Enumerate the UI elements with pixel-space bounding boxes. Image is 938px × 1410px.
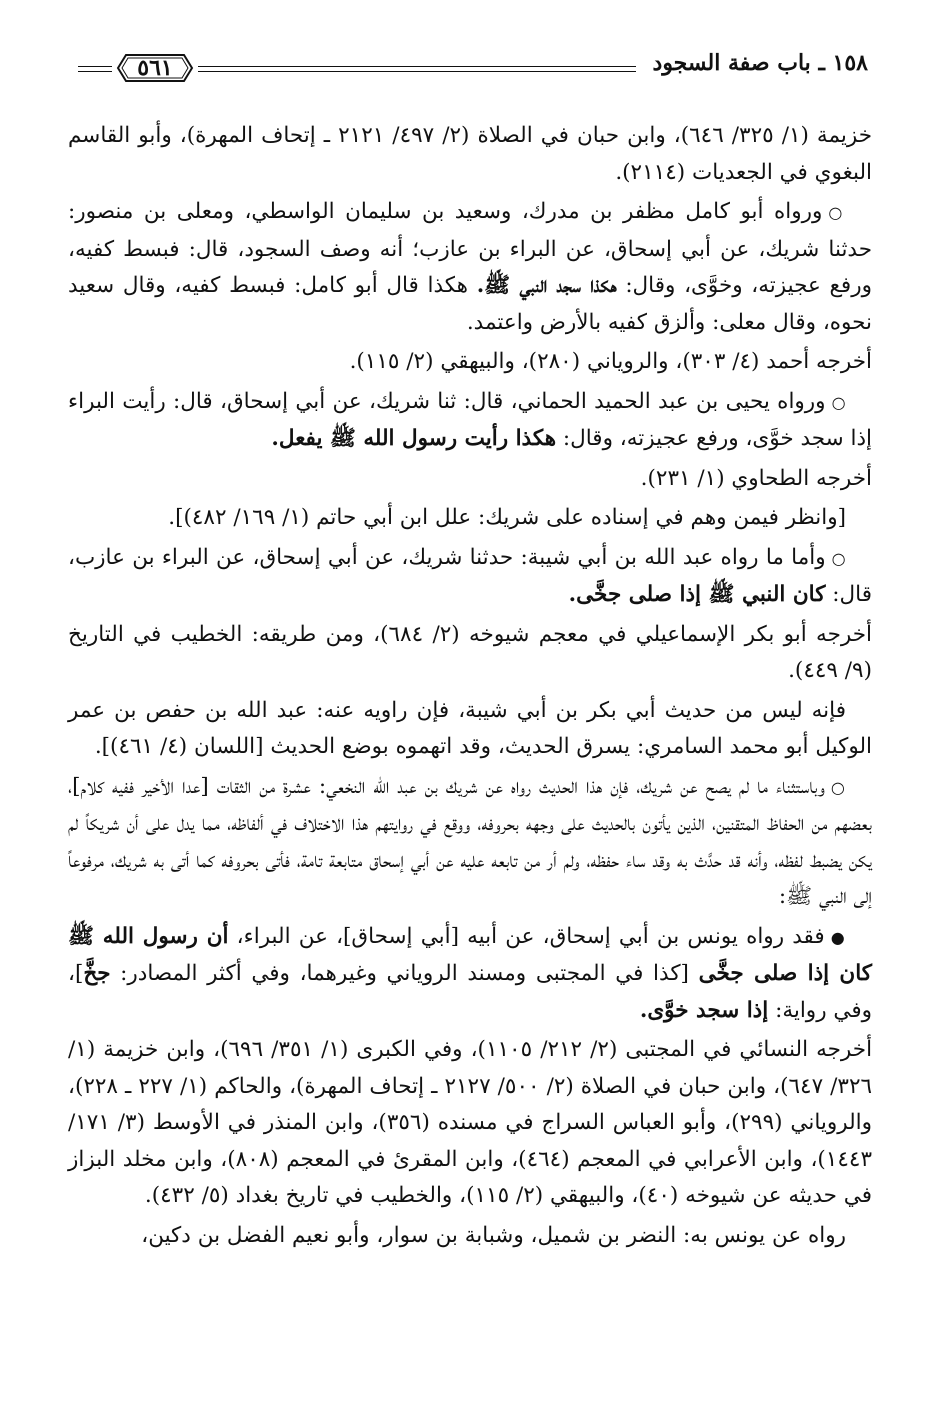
paragraph: أخرجه النسائي في المجتبى (٢/ ٢١٢/ ١١٠٥)، وفي الكبرى (١/ ٣٥١/ ٦٩٦)، وابن خزيمة (١/ ٣٢٦/ ٦٤٧)، وابن حبان في الصلاة (٢/ ٥٠٠/ ٢١٢٧ ـ إتحاف المهرة)، والحاكم (١/ ٢٢٧ ـ ٢٢٨)، والروياني (٢٩٩)، وأبو العباس السراج في مسنده (٣٥٦)، وابن المنذر في الأوسط (٣/ ١٧١/ ١٤٤٣)، وابن الأعرابي في المعجم (٤٦٤)، وابن المقرئ في المعجم (٨٠٨)، وابن مخلد البزاز في حديثه عن شيوخه (٤٠)، والبيهقي (٢/ ١١٥)، والخطيب في تاريخ بغداد (٥/ ٤٣٢). — [68, 1037, 873, 1208]
paragraph-text: وأما ما رواه عبد الله بن أبي شيبة: حدثنا شريك، عن أبي إسحاق، عن البراء بن عازب، قال: — [68, 544, 872, 607]
hadith-text: كان النبي ﷺ إذا صلى جخَّى. — [568, 582, 826, 607]
paragraph — [68, 540, 872, 614]
paragraph: أخرجه أبو بكر الإسماعيلي في معجم شيوخه (٢/ ٦٨٤)، ومن طريقه: الخطيب في التاريخ (٩/ ٤٤٩). — [68, 621, 873, 683]
hadith-text: أن رسول الله ﷺ كان إذا صلى جخَّى — [68, 923, 872, 986]
filled-bullet-icon: ● — [830, 927, 846, 947]
paragraph-text: وباستثناء ما لم يصح عن شريك، فإن هذا الحديث رواه عن شريك بن عبد الله النخعي: عشرة من الثقات [عدا الأخير ففيه كلام]، بعضهم من الحفاظ المتقنين، الذين يأتون بالحديث على وجهه بحروفه، ووقع في روايتهم هذا الاختلاف في ألفاظه، مما يدل على أن شريكاً لم يكن يضبط لفظه، وأنه قد حدَّث به وقد ساء حفظه، ولم أر من تابعه عليه عن أبي إسحاق متابعة تامة، فأتى بحروفه كما أتى به شريك، مرفوعاً إلى النبي ﷺ: — [68, 773, 872, 909]
hadith-text: هكذا سجد النبي ﷺ. — [476, 273, 617, 298]
paragraph — [68, 769, 872, 916]
paragraph-text: ]، وفي رواية: — [68, 961, 872, 1023]
paragraph-text: ورواه يحيى بن عبد الحميد الحماني، قال: ثنا شريك، عن أبي إسحاق، قال: رأيت البراء إذا سجد خوَّى، ورفع عجيزته، وقال: — [68, 388, 872, 451]
paragraph-text: ورواه أبو كامل مظفر بن مدرك، وسعيد بن سليمان الواسطي، ومعلى بن منصور: حدثنا شريك، عن أبي إسحاق، عن البراء بن عازب؛ أنه وصف السجود، قال: فبسط كفيه، ورفع عجيزته، وخوَّى، وقال: — [68, 199, 872, 298]
paragraph: أخرجه أحمد (٤/ ٣٠٣)، والروياني (٢٨٠)، والبيهقي (٢/ ١١٥). — [349, 349, 872, 374]
paragraph — [68, 384, 872, 458]
paragraph — [68, 194, 872, 341]
page-number-frame — [112, 52, 198, 84]
circle-bullet-icon: ○ — [831, 392, 846, 412]
paragraph: أخرجه الطحاوي (١/ ٢٣١). — [640, 465, 872, 491]
paragraph-text: فقد رواه يونس بن أبي إسحاق، عن أبيه [أبي إسحاق]، عن البراء، — [236, 923, 825, 949]
paragraph: [وانظر فيمن وهم في إسناده على شريك: علل ابن أبي حاتم (١/ ١٦٩/ ٤٨٢)]. — [168, 505, 846, 530]
paragraph-text: هكذا قال أبو كامل: فبسط كفيه، وقال سعيد نحوه، وقال معلى: وألزق كفيه بالأرض واعتمد. — [68, 273, 872, 335]
paragraph: خزيمة (١/ ٣٢٥/ ٦٤٦)، وابن حبان في الصلاة (٢/ ٤٩٧/ ٢١٢١ ـ إتحاف المهرة)، وأبو القاسم البغوي في الجعديات (٢١١٤). — [68, 123, 873, 185]
hadith-text: هكذا رأيت رسول الله ﷺ يفعل. — [271, 426, 557, 451]
hadith-text: جخَّ — [83, 961, 111, 986]
paragraph — [68, 919, 872, 1030]
header-rule-left — [78, 66, 112, 72]
circle-bullet-icon: ○ — [831, 548, 846, 568]
header-rule — [198, 66, 636, 72]
paragraph-text: [كذا في المجتبى ومسند الروياني وغيرهما، وفي أكثر المصادر: — [120, 961, 689, 986]
page-header — [78, 48, 868, 98]
hadith-text: إذا سجد خوَّى. — [639, 997, 769, 1023]
paragraph: رواه عن يونس به: النضر بن شميل، وشبابة بن سوار، وأبو نعيم الفضل بن دكين، — [141, 1222, 846, 1248]
page-number: ٥٦١ — [137, 55, 173, 81]
circle-bullet-icon: ○ — [830, 777, 846, 797]
paragraph: فإنه ليس من حديث أبي بكر بن أبي شيبة، فإن راويه عنه: عبد الله بن حفص بن عمر الوكيل أبو محمد السامري: يسرق الحديث، وقد اتهموه بوضع الحديث [اللسان (٤/ ٤٦١)]. — [68, 697, 872, 759]
page-body — [68, 118, 872, 1257]
chapter-title: ١٥٨ ـ باب صفة السجود — [652, 50, 868, 76]
circle-bullet-icon: ○ — [828, 203, 846, 222]
